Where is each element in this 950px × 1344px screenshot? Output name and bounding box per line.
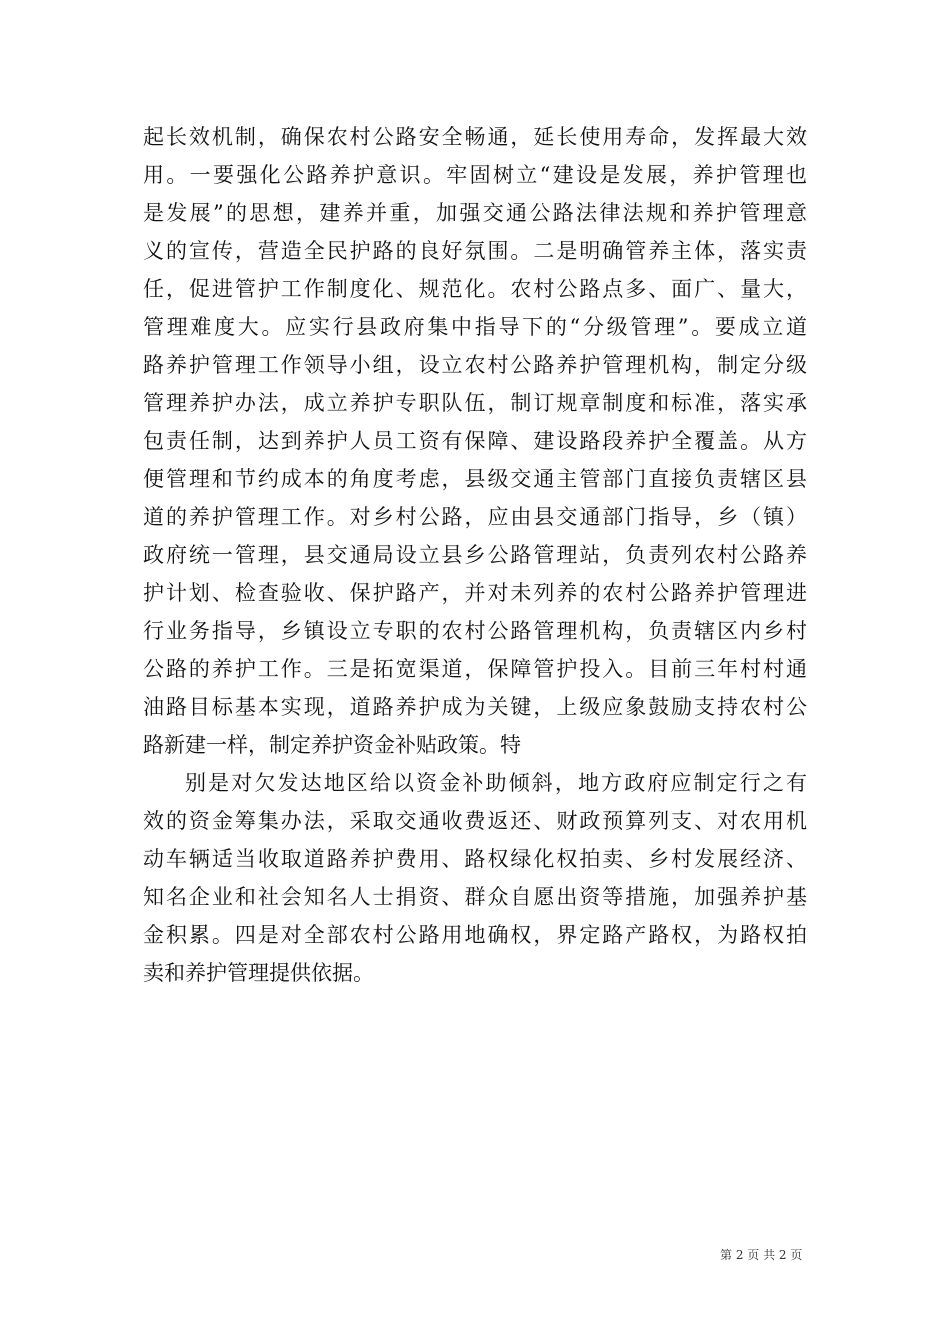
text-line: 起长效机制，确保农村公路安全畅通，延长使用寿命，发挥最大效 xyxy=(143,125,807,149)
text-line: 便管理和节约成本的角度考虑，县级交通主管部门直接负责辖区县 xyxy=(143,467,807,491)
text-line: 效的资金筹集办法，采取交通收费返还、财政预算列支、对农用机 xyxy=(143,809,807,833)
text-line: 别是对欠发达地区给以资金补助倾斜，地方政府应制定行之有 xyxy=(185,771,807,795)
text-line: 是发展”的思想，建养并重，加强交通公路法律法规和养护管理意 xyxy=(143,201,807,225)
text-line: 公路的养护工作。三是拓宽渠道，保障管护投入。目前三年村村通 xyxy=(143,657,807,681)
paragraph-2 xyxy=(143,764,807,992)
text-line: 动车辆适当收取道路养护费用、路权绿化权拍卖、乡村发展经济、 xyxy=(143,847,807,871)
text-line: 护计划、检查验收、保护路产，并对未列养的农村公路养护管理进 xyxy=(143,581,807,605)
text-line: 行业务指导，乡镇设立专职的农村公路管理机构，负责辖区内乡村 xyxy=(143,619,807,643)
text-line: 政府统一管理，县交通局设立县乡公路管理站，负责列农村公路养 xyxy=(143,543,807,567)
text-line: 包责任制，达到养护人员工资有保障、建设路段养护全覆盖。从方 xyxy=(143,429,807,453)
text-line: 油路目标基本实现，道路养护成为关键，上级应象鼓励支持农村公 xyxy=(143,695,807,719)
page-number-footer: 第 2 页 共 2 页 xyxy=(720,1248,803,1262)
text-line: 路养护管理工作领导小组，设立农村公路养护管理机构，制定分级 xyxy=(143,353,807,377)
text-line: 卖和养护管理提供依据。 xyxy=(143,961,374,985)
text-line: 义的宣传，营造全民护路的良好氛围。二是明确管养主体，落实责 xyxy=(143,239,807,263)
text-line: 任，促进管护工作制度化、规范化。农村公路点多、面广、量大， xyxy=(143,277,807,301)
text-line: 知名企业和社会知名人士捐资、群众自愿出资等措施，加强养护基 xyxy=(143,885,807,909)
text-line: 管理难度大。应实行县政府集中指导下的“分级管理”。要成立道 xyxy=(143,315,807,339)
text-line: 金积累。四是对全部农村公路用地确权，界定路产路权，为路权拍 xyxy=(143,923,807,947)
paragraph-1 xyxy=(143,118,807,764)
text-line: 路新建一样，制定养护资金补贴政策。特 xyxy=(143,733,521,757)
text-line: 用。一要强化公路养护意识。牢固树立“建设是发展，养护管理也 xyxy=(143,163,807,187)
text-line: 道的养护管理工作。对乡村公路，应由县交通部门指导，乡（镇） xyxy=(143,505,807,529)
document-body xyxy=(143,118,807,992)
text-line: 管理养护办法，成立养护专职队伍，制订规章制度和标准，落实承 xyxy=(143,391,807,415)
